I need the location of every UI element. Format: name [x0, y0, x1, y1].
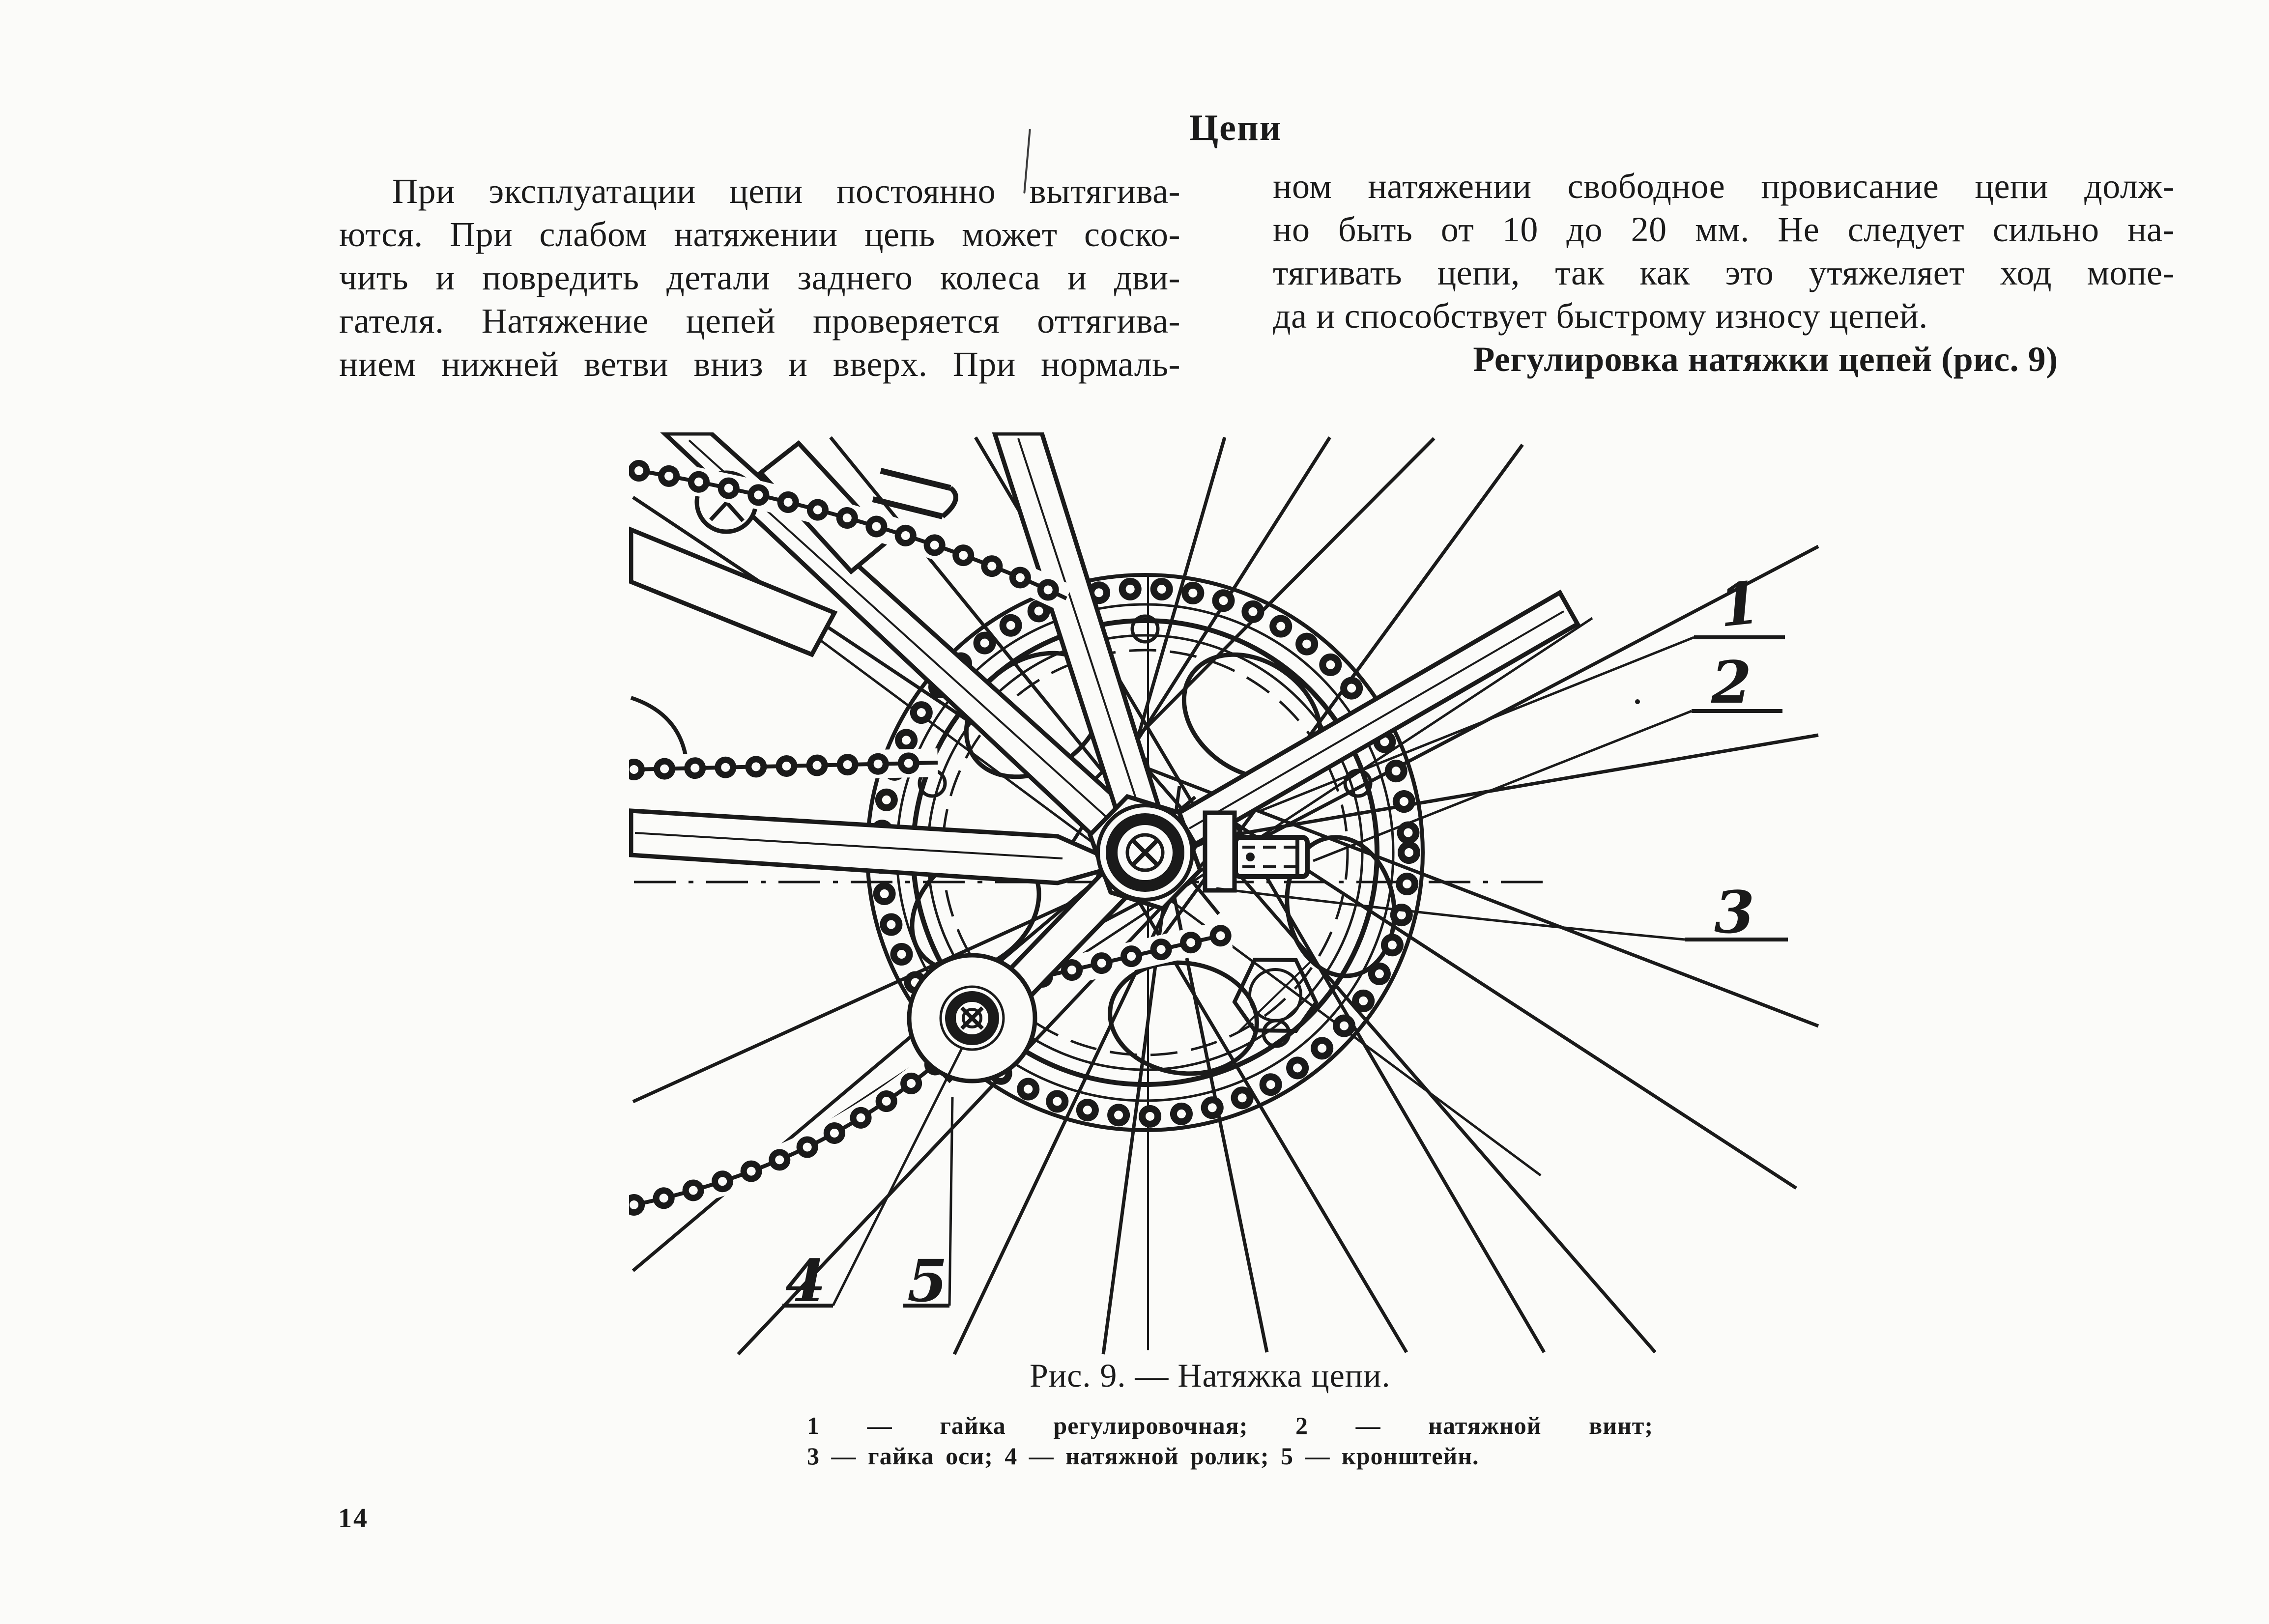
- callout-number-1: 1: [1715, 568, 1763, 640]
- legend-line-2: 3 — гайка оси; 4 — натяжной ролик; 5 — кронштейн.: [807, 1442, 1479, 1470]
- page-number: 14: [338, 1503, 369, 1534]
- callout-number-2: 2: [1711, 648, 1752, 716]
- page-title: Цепи: [1189, 107, 1282, 148]
- figure-legend: [807, 1410, 1653, 1471]
- paragraph-line: но быть от 10 до 20 мм. Не следует сильно на-: [1273, 210, 2175, 249]
- scan-speck: [1635, 699, 1640, 704]
- callout-number-5: 5: [907, 1247, 948, 1315]
- paragraph-line: ном натяжении свободное провисание цепи долж-: [1273, 167, 2175, 206]
- figure-illustration: [629, 432, 1823, 1361]
- paragraph-line: При эксплуатации цепи постоянно вытягива-: [392, 171, 1180, 211]
- paragraph-line: чить и повредить детали заднего колеса и дви-: [339, 258, 1180, 297]
- paragraph-line: тягивать цепи, так как это утяжеляет ход мопе-: [1273, 253, 2175, 292]
- figure-caption: Рис. 9. — Натяжка цепи.: [1030, 1357, 1391, 1394]
- paragraph-line: гателя. Натяжение цепей проверяется оттягива-: [339, 301, 1180, 341]
- left-text-column: [339, 170, 1180, 386]
- right-text-column: [1273, 165, 2175, 381]
- section-heading: Регулировка натяжки цепей (рис. 9): [1473, 340, 2058, 379]
- paragraph-line: нием нижней ветви вниз и вверх. При нормаль-: [339, 344, 1180, 384]
- paragraph-line: да и способствует быстрому износу цепей.: [1273, 296, 1928, 336]
- tension-roller: [909, 955, 1035, 1081]
- wheel-spokes: [633, 437, 1818, 1354]
- callout-number-3: 3: [1714, 878, 1755, 946]
- callout-number-4: 4: [785, 1247, 826, 1315]
- chain-run-left: [634, 763, 938, 769]
- paragraph-line: ются. При слабом натяжении цепь может соско-: [339, 215, 1180, 254]
- dropout-hooks: [873, 471, 950, 516]
- legend-line-1: 1 — гайка регулировочная; 2 — натяжной винт;: [807, 1412, 1653, 1439]
